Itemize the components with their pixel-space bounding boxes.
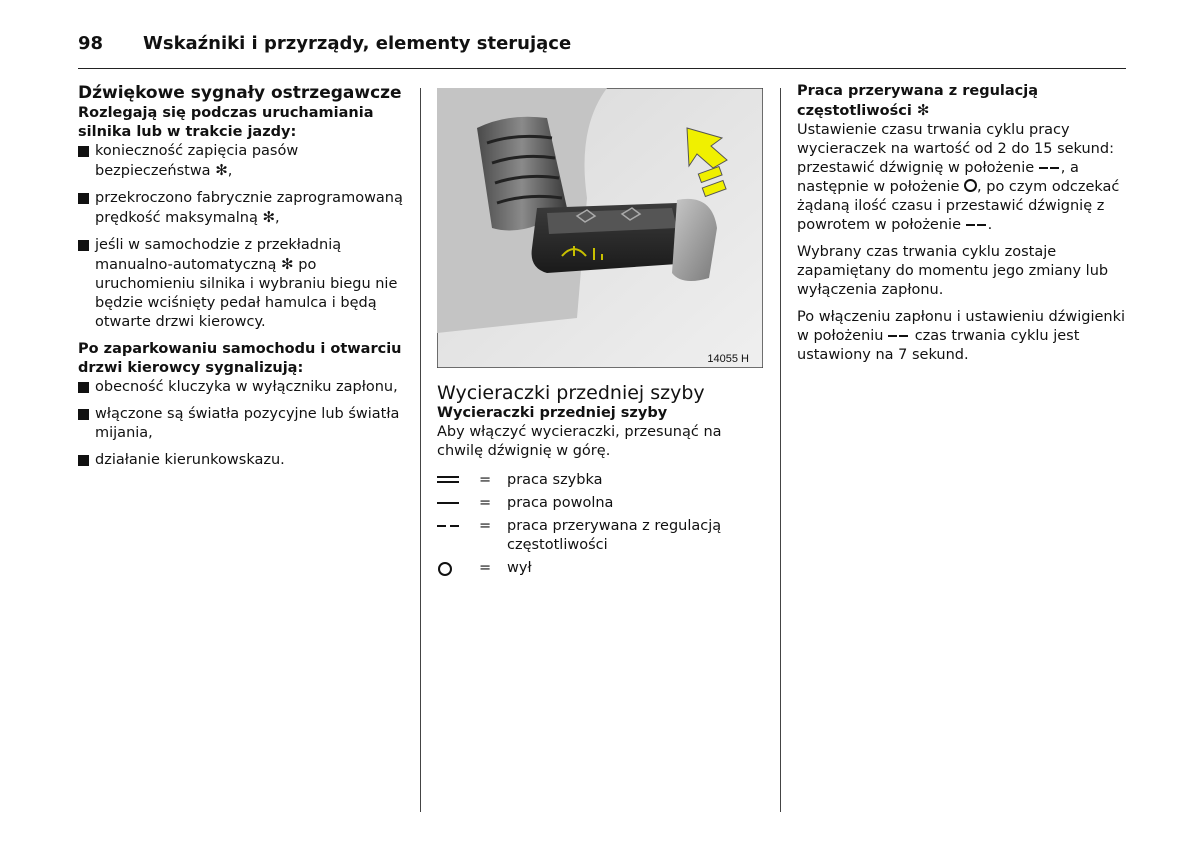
dashed-line-icon xyxy=(437,517,479,536)
column-intermittent xyxy=(797,82,1132,365)
column-wipers xyxy=(437,82,767,582)
subtitle-parked: Po zaparkowaniu samochodu i otwarciu drzwi kierowcy sygnalizują: xyxy=(78,341,402,376)
subtitle: Wycieraczki przedniej szyby xyxy=(437,405,668,421)
list-item: jeśli w samochodzie z przekładnią manualno-automatyczną ✻ po uruchomieniu silnika i wybraniu biegu nie będzie wciśnięty pedał hamulca i będą otwarte drzwi kierowcy. xyxy=(78,236,408,332)
page-number: 98 xyxy=(78,33,104,54)
circle-off-icon xyxy=(437,559,479,578)
header-rule xyxy=(78,68,1126,69)
wiper-symbol-legend xyxy=(437,471,767,578)
section-title: Praca przerywana z regulacją częstotliwości ✻ xyxy=(797,83,1039,119)
paragraph: Ustawienie czasu trwania cyklu pracy wycieraczek na wartość od 2 do 15 sekund: przestawić dźwignię w położenie , a następnie w położenie , po czym odczekać żądaną ilość czasu i przestawić dźwignię z powrotem w położenie . xyxy=(797,122,1120,233)
legend-row: = praca szybka xyxy=(437,471,767,490)
circle-off-icon xyxy=(964,179,977,192)
subtitle-start: Rozlegają się podczas uruchamiania silnika lub w trakcie jazdy: xyxy=(78,105,374,140)
dashed-line-icon xyxy=(1039,160,1061,176)
bullet-square-icon xyxy=(78,193,89,204)
single-line-icon xyxy=(437,494,479,513)
column-divider xyxy=(780,88,781,812)
asterisk-flower-icon: ✻ xyxy=(916,101,930,119)
wiper-lever-illustration xyxy=(437,88,763,368)
paragraph: Wybrany czas trwania cyklu zostaje zapamiętany do momentu jego zmiany lub wyłączenia zapłonu. xyxy=(797,244,1109,298)
legend-row: = wył xyxy=(437,559,767,578)
list-item: przekroczono fabrycznie zaprogramowaną prędkość maksymalną ✻, xyxy=(78,189,408,228)
legend-row: = praca przerywana z regulacją częstotliwości xyxy=(437,517,767,555)
column-divider xyxy=(420,88,421,812)
asterisk-flower-icon: ✻ xyxy=(281,255,294,273)
dashed-line-icon xyxy=(966,217,988,233)
bullet-square-icon xyxy=(78,382,89,393)
bullet-square-icon xyxy=(78,409,89,420)
figure-code: 14055 H xyxy=(707,353,749,365)
chapter-title: Wskaźniki i przyrządy, elementy sterujące xyxy=(143,33,572,54)
section-title: Wycieraczki przedniej szyby xyxy=(437,382,705,404)
bullet-square-icon xyxy=(78,455,89,466)
wiper-lever-photo xyxy=(437,88,763,368)
list-item: włączone są światła pozycyjne lub światła mijania, xyxy=(78,405,408,443)
section-title: Dźwiękowe sygnały ostrzegawcze xyxy=(78,83,402,103)
page-header xyxy=(78,30,1126,70)
list-item: obecność kluczyka w wyłączniku zapłonu, xyxy=(78,378,408,397)
list-item: działanie kierunkowskazu. xyxy=(78,451,408,470)
bullet-list xyxy=(78,142,408,332)
intro-text: Aby włączyć wycieraczki, przesunąć na chwilę dźwignię w górę. xyxy=(437,424,722,459)
bullet-square-icon xyxy=(78,240,89,251)
legend-row: = praca powolna xyxy=(437,494,767,513)
asterisk-flower-icon: ✻ xyxy=(215,161,228,179)
bullet-list xyxy=(78,378,408,470)
bullet-square-icon xyxy=(78,146,89,157)
column-warning-signals xyxy=(78,82,408,478)
double-line-icon xyxy=(437,471,479,490)
asterisk-flower-icon: ✻ xyxy=(262,208,276,226)
dashed-line-icon xyxy=(888,328,910,344)
list-item: konieczność zapięcia pasów bezpieczeństwa ✻, xyxy=(78,142,408,181)
paragraph: Po włączeniu zapłonu i ustawieniu dźwigienki w położeniu czas trwania cyklu jest ustawiony na 7 sekund. xyxy=(797,309,1126,363)
